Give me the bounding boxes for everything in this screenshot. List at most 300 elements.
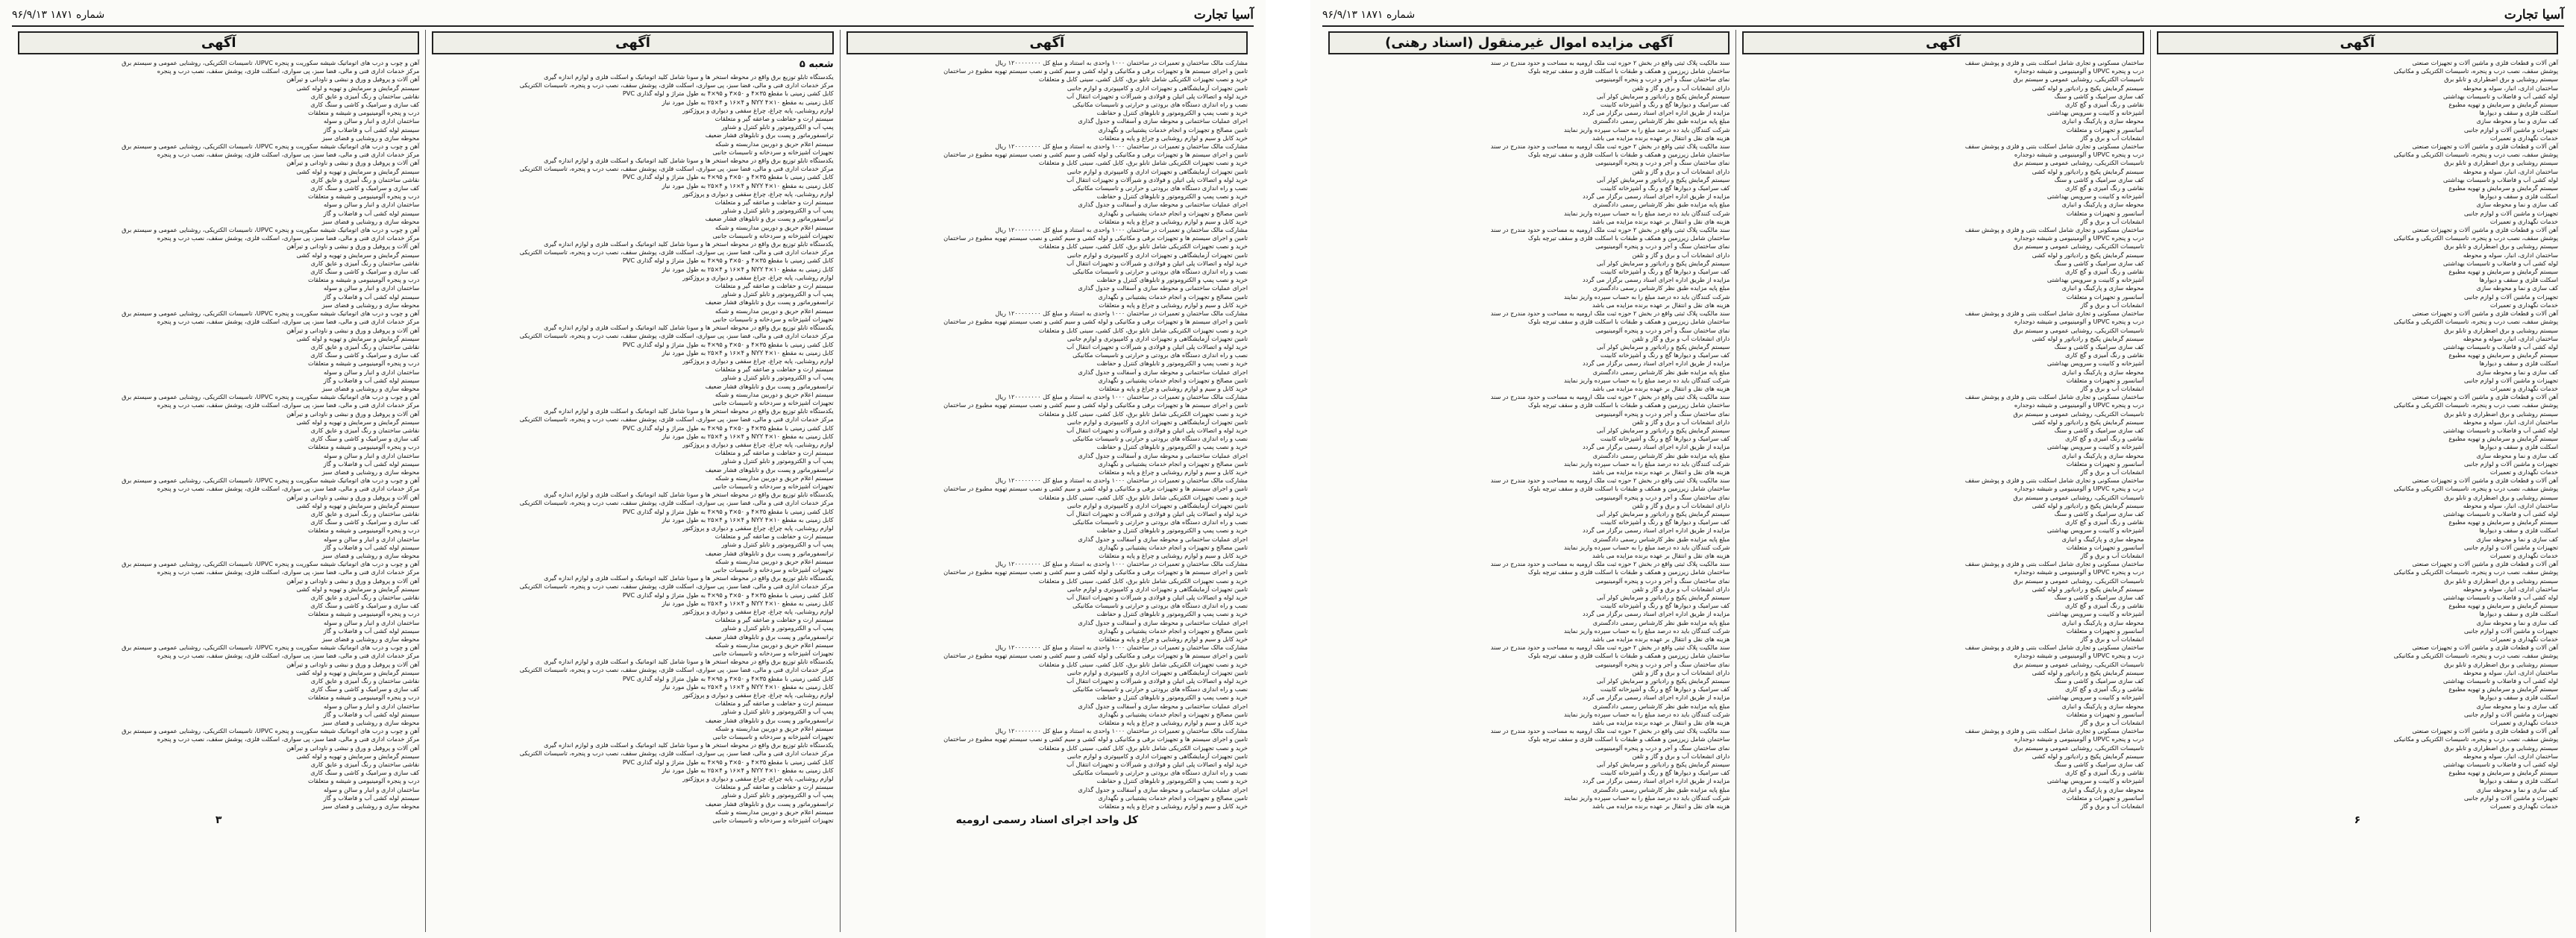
- notice-item: سیستم ارت و حفاظت و صاعقه گیر و متعلقات: [714, 783, 834, 791]
- notice-item: مرکز خدمات اداری فنی و مالی، فضا سبز، پی سواری، اسکلت فلزی، پوشش سقف، نصب درب و پنجره، تاسیسات الکتریکی: [519, 165, 834, 173]
- notice-item: کف سازی سرامیک و کاشی و سنگ: [2054, 92, 2144, 100]
- notice-item: پوشش سقف، نصب درب و پنجره، تاسیسات الکتریکی و مکانیکی: [2393, 318, 2558, 326]
- notice-item: دارای انشعابات آب و برق و گاز و تلفن: [1632, 668, 1730, 676]
- notice-item: سند مالکیت پلاک ثبتی واقع در بخش ۲ حوزه ثبت ملک ارومیه به مساحت و حدود مندرج در سند: [1490, 309, 1730, 318]
- notice-item: اجرای عملیات ساختمانی و محوطه سازی و آسفالت و جدول گذاری: [1078, 368, 1248, 376]
- notice-item: یکدستگاه تابلو توزیع برق واقع در محوطه استخر ها و سونا شامل کلید اتوماتیک و اسکلت فلزی و لوازم اندازه گیری: [544, 658, 834, 666]
- notice-item: انشعابات آب و برق و گاز: [2080, 133, 2144, 142]
- notice-item: مرکز خدمات اداری فنی و مالی، فضا سبز، پی سواری، اسکلت فلزی، پوشش سقف، نصب درب و پنجره، تاسیسات الکتریکی: [519, 81, 834, 89]
- notice-item: کف سازی و نما و محوطه سازی: [2476, 117, 2558, 125]
- notice-item: خرید و نصب پمپ و الکتروموتور و تابلوهای کنترل و حفاظت: [1096, 777, 1248, 785]
- notice-item: یکدستگاه تابلو توزیع برق واقع در محوطه استخر ها و سونا شامل کلید اتوماتیک و اسکلت فلزی و لوازم اندازه گیری: [544, 157, 834, 165]
- notice-item: مبلغ پایه مزایده طبق نظر کارشناس رسمی دادگستری: [1592, 618, 1730, 626]
- notice-item: ساختمان شامل زیرزمین و همکف و طبقات با اسکلت فلزی و سقف تیرچه بلوک: [1527, 67, 1730, 75]
- notice-item: لوازم روشنایی، پایه چراغ، چراغ سقفی و دیواری و پروژکتور: [682, 608, 834, 615]
- notice-item: تاسیسات الکتریکی، روشنایی عمومی و سیستم برق: [2013, 326, 2144, 334]
- notice-item: سیستم ارت و حفاظت و صاعقه گیر و متعلقات: [714, 282, 834, 290]
- notice-item: تامین تجهیزات آزمایشگاهی و تجهیزات اداری و کامپیوتری و لوازم جانبی: [1066, 752, 1248, 760]
- notice-footer: ۶: [2354, 814, 2361, 827]
- notice-item: تاسیسات الکتریکی، روشنایی عمومی و سیستم برق: [2013, 660, 2144, 668]
- notice-item: آهن و چوب و درب های اتوماتیک شیشه سکوریت و پنجره UPVC، تاسیسات الکتریکی، روشنایی عمومی و سیستم برق: [122, 226, 420, 234]
- column: [840, 30, 1254, 932]
- notice-item: خرید و نصب پمپ و الکتروموتور و تابلوهای کنترل و حفاظت: [1096, 109, 1248, 117]
- notice-item: محوطه سازی و پارکینگ و انباری: [2061, 618, 2144, 626]
- notice-item: هزینه های نقل و انتقال بر عهده برنده مزایده می باشد: [1592, 300, 1730, 309]
- notice-item: سیستم گرمایش پکیج و رادیاتور و سرمایش کولر آبی: [1596, 342, 1730, 350]
- notice-item: اسکلت فلزی و سقف و دیوارها: [2479, 192, 2558, 201]
- notice-item: مبلغ پایه مزایده طبق نظر کارشناس رسمی دادگستری: [1592, 117, 1730, 125]
- notice-item: خدمات نگهداری و تعمیرات: [2489, 551, 2558, 559]
- notice-item: انشعابات آب و برق و گاز: [2080, 635, 2144, 643]
- notice-item: شرکت کنندگان باید ده درصد مبلغ را به حساب سپرده واریز نمایند: [1564, 459, 1730, 468]
- notice-item: آشپزخانه و کابینت و سرویس بهداشتی: [2046, 610, 2144, 618]
- notice-item: هزینه های نقل و انتقال بر عهده برنده مزایده می باشد: [1592, 635, 1730, 643]
- notice-item: خرید کابل و سیم و لوازم روشنایی و چراغ و پایه و متعلقات: [1099, 300, 1248, 309]
- notice-item: ساختمان اداری و انبار و سالن و سوله: [324, 785, 420, 793]
- notice-item: اجرای عملیات ساختمانی و محوطه سازی و آسفالت و جدول گذاری: [1078, 117, 1248, 125]
- notice-item: آهن آلات و قطعات فلزی و ماشین آلات و تجهیزات صنعتی: [2412, 727, 2558, 735]
- notice-item: کابل کشی زمینی با مقطع ۳۵×۴ و ۵۰×۳ و ۹۵×۴ به طول متراژ و لوله گذاری PVC: [622, 340, 834, 348]
- column-heading: آگهی: [432, 31, 833, 54]
- notice-item: کف سازی و سرامیک و کاشی و سنگ کاری: [310, 268, 420, 276]
- notice-item: مشارکت مالک ساختمان و تعمیرات در ساختمان ۱۰۰۰ واحدی به استناد و مبلغ کل ۱۲۰۰۰۰۰۰۰۰ ریال: [995, 309, 1248, 318]
- newspaper-brand: آسیا تجارت: [2504, 7, 2564, 22]
- notice-item: کابل کشی زمینی با مقطع ۳۵×۴ و ۵۰×۳ و ۹۵×۴ به طول متراژ و لوله گذاری PVC: [622, 674, 834, 682]
- newspaper-brand: آسیا تجارت: [1193, 7, 1254, 22]
- notice-item: لوله کشی آب و فاضلاب و تاسیسات بهداشتی: [2443, 259, 2558, 267]
- notice-item: خرید و نصب تجهیزات الکتریکی شامل تابلو برق، کابل کشی، سینی کابل و متعلقات: [1038, 242, 1248, 251]
- notice-item: تامین تجهیزات آزمایشگاهی و تجهیزات اداری و کامپیوتری و لوازم جانبی: [1066, 84, 1248, 92]
- page-gutter: [1266, 0, 1310, 938]
- notice-item: کابل زمینی به مقطع NYY ۴×۱۰ و ۴×۱۶ و ۴×۲۵ به طول مورد نیاز: [662, 181, 834, 189]
- notice-item: خرید و نصب تجهیزات الکتریکی شامل تابلو برق، کابل کشی، سینی کابل و متعلقات: [1038, 660, 1248, 668]
- notice-item: نقاشی ساختمان و رنگ آمیزی و عایق کاری: [310, 342, 420, 350]
- notice-item: نمای ساختمان سنگ و آجر و درب و پنجره آلومینیومی: [1595, 743, 1730, 752]
- notice-item: مرکز خدمات اداری فنی و مالی، فضا سبز، پی سواری، اسکلت فلزی، پوشش سقف، نصب درب و پنجره: [157, 318, 420, 326]
- notice-item: سیستم گرمایش و سرمایش و تهویه مطبوع: [2448, 351, 2558, 359]
- notice-item: ساختمان مسکونی و تجاری شامل اسکلت بتنی و فلزی و پوشش سقف: [1964, 59, 2144, 66]
- notice-item: سیستم روشنایی و برق اضطراری و تابلو برق: [2444, 409, 2558, 418]
- notice-item: کف سرامیک و دیوارها گچ و رنگ و آشپزخانه کابینت: [1600, 769, 1730, 777]
- notice-item: محوطه سازی و پارکینگ و انباری: [2061, 785, 2144, 793]
- notice-item: آهن آلات و قطعات فلزی و ماشین آلات و تجهیزات صنعتی: [2412, 59, 2558, 66]
- notice-item: کف سازی و نما و محوطه سازی: [2476, 284, 2558, 292]
- notice-item: سیستم گرمایش و سرمایش و تهویه و لوله کشی: [296, 585, 420, 593]
- notice-item: کف سرامیک و دیوارها گچ و رنگ و آشپزخانه کابینت: [1600, 101, 1730, 109]
- notice-item: محوطه سازی و روشنایی و فضای سبز: [321, 719, 420, 727]
- notice-item: مشارکت مالک ساختمان و تعمیرات در ساختمان ۱۰۰۰ واحدی به استناد و مبلغ کل ۱۲۰۰۰۰۰۰۰۰ ریال: [995, 560, 1248, 568]
- notice-item: نقاشی ساختمان و رنگ آمیزی و عایق کاری: [310, 761, 420, 769]
- notice-item: کف سازی و سرامیک و کاشی و سنگ کاری: [310, 518, 420, 526]
- notice-body: [18, 59, 419, 810]
- notice-item: شرکت کنندگان باید ده درصد مبلغ را به حساب سپرده واریز نمایند: [1564, 125, 1730, 133]
- notice-item: هزینه های نقل و انتقال بر عهده برنده مزایده می باشد: [1592, 468, 1730, 476]
- notice-item: کف سازی و سرامیک و کاشی و سنگ کاری: [310, 685, 420, 693]
- notice-item: تامین مصالح و تجهیزات و انجام خدمات پشتیبانی و نگهداری: [1098, 292, 1248, 300]
- notice-item: محوطه سازی و پارکینگ و انباری: [2061, 368, 2144, 376]
- notice-item: مرکز خدمات اداری فنی و مالی، فضا سبز، پی سواری، اسکلت فلزی، پوشش سقف، نصب درب و پنجره: [157, 67, 420, 75]
- notice-item: خدمات نگهداری و تعمیرات: [2489, 635, 2558, 643]
- notice-item: تجهیزات آشپزخانه و سردخانه و تاسیسات جانبی: [712, 482, 834, 490]
- notice-item: خدمات نگهداری و تعمیرات: [2489, 719, 2558, 727]
- notice-item: تامین تجهیزات آزمایشگاهی و تجهیزات اداری و کامپیوتری و لوازم جانبی: [1066, 585, 1248, 593]
- notice-item: سیستم گرمایش پکیج و رادیاتور و سرمایش کولر آبی: [1596, 509, 1730, 517]
- notice-item: ساختمان اداری و انبار و سالن و سوله: [324, 618, 420, 626]
- notice-item: مزایده از طریق اداره اجرای اسناد رسمی برگزار می گردد: [1583, 693, 1730, 702]
- notice-item: محوطه سازی و روشنایی و فضای سبز: [321, 802, 420, 810]
- notice-item: محوطه سازی و پارکینگ و انباری: [2061, 535, 2144, 543]
- notice-item: آهن آلات و پروفیل و ورق و نبشی و ناودانی و تیرآهن: [286, 75, 420, 84]
- notice-item: ساختمان مسکونی و تجاری شامل اسکلت بتنی و فلزی و پوشش سقف: [1964, 309, 2144, 318]
- notice-item: تامین تجهیزات آزمایشگاهی و تجهیزات اداری و کامپیوتری و لوازم جانبی: [1066, 167, 1248, 175]
- notice-item: آهن آلات و قطعات فلزی و ماشین آلات و تجهیزات صنعتی: [2412, 226, 2558, 234]
- column: [425, 30, 839, 932]
- notice-item: کف سازی سرامیک و کاشی و سنگ: [2054, 342, 2144, 350]
- notice-item: ساختمان مسکونی و تجاری شامل اسکلت بتنی و فلزی و پوشش سقف: [1964, 476, 2144, 485]
- notice-item: هزینه های نقل و انتقال بر عهده برنده مزایده می باشد: [1592, 802, 1730, 810]
- notice-item: نصب و راه اندازی دستگاه های برودتی و حرارتی و تاسیسات مکانیکی: [1072, 685, 1248, 693]
- notice-item: آهن آلات و قطعات فلزی و ماشین آلات و تجهیزات صنعتی: [2412, 309, 2558, 318]
- notice-item: کابل کشی زمینی با مقطع ۳۵×۴ و ۵۰×۳ و ۹۵×۴ به طول متراژ و لوله گذاری PVC: [622, 256, 834, 265]
- notice-item: سیستم گرمایش پکیج و رادیاتور و سرمایش کولر آبی: [1596, 175, 1730, 183]
- notice-item: نقاشی ساختمان و رنگ آمیزی و عایق کاری: [310, 259, 420, 267]
- notice-item: خرید لوله و اتصالات پلی اتیلن و فولادی و شیرآلات و تجهیزات انتقال آب: [1066, 761, 1248, 769]
- notice-item: تامین مصالح و تجهیزات و انجام خدمات پشتیبانی و نگهداری: [1098, 209, 1248, 217]
- notice-item: تجهیزات و ماشین آلات و لوازم جانبی: [2463, 710, 2558, 718]
- notice-item: کف سرامیک و دیوارها گچ و رنگ و آشپزخانه کابینت: [1600, 268, 1730, 276]
- notice-item: لوازم روشنایی، پایه چراغ، چراغ سقفی و دیواری و پروژکتور: [682, 523, 834, 532]
- notice-item: لوازم روشنایی، پایه چراغ، چراغ سقفی و دیواری و پروژکتور: [682, 691, 834, 699]
- notice-item: آهن آلات و پروفیل و ورق و نبشی و ناودانی و تیرآهن: [286, 242, 420, 251]
- notice-item: درب و پنجره UPVC و آلومینیومی و شیشه دوجداره: [2014, 652, 2144, 660]
- notice-item: ترانسفورماتور و پست برق و تابلوهای فشار ضعیف: [705, 465, 834, 473]
- notice-item: خرید کابل و سیم و لوازم روشنایی و چراغ و پایه و متعلقات: [1099, 384, 1248, 392]
- notice-item: آهن آلات و پروفیل و ورق و نبشی و ناودانی و تیرآهن: [286, 409, 420, 418]
- notice-item: خرید و نصب پمپ و الکتروموتور و تابلوهای کنترل و حفاظت: [1096, 693, 1248, 702]
- notice-item: ساختمان اداری، انبار، سوله و محوطه: [2463, 501, 2558, 509]
- notice-item: کابل زمینی به مقطع NYY ۴×۱۰ و ۴×۱۶ و ۴×۲۵ به طول مورد نیاز: [662, 265, 834, 273]
- notice-item: مبلغ پایه مزایده طبق نظر کارشناس رسمی دادگستری: [1592, 785, 1730, 793]
- notice-item: نمای ساختمان سنگ و آجر و درب و پنجره آلومینیومی: [1595, 159, 1730, 167]
- notice-item: ساختمان شامل زیرزمین و همکف و طبقات با اسکلت فلزی و سقف تیرچه بلوک: [1527, 318, 1730, 326]
- notice-footer: کل واحد اجرای اسناد رسمی ارومیه: [955, 814, 1139, 827]
- notice-item: مزایده از طریق اداره اجرای اسناد رسمی برگزار می گردد: [1583, 777, 1730, 785]
- notice-item: مبلغ پایه مزایده طبق نظر کارشناس رسمی دادگستری: [1592, 702, 1730, 710]
- notice-item: هزینه های نقل و انتقال بر عهده برنده مزایده می باشد: [1592, 217, 1730, 225]
- notice-item: ساختمان اداری و انبار و سالن و سوله: [324, 201, 420, 209]
- notice-item: خرید و نصب پمپ و الکتروموتور و تابلوهای کنترل و حفاظت: [1096, 610, 1248, 618]
- notice-item: لوازم روشنایی، پایه چراغ، چراغ سقفی و دیواری و پروژکتور: [682, 356, 834, 365]
- notice-item: مرکز خدمات اداری فنی و مالی، فضا سبز، پی سواری، اسکلت فلزی، پوشش سقف، نصب درب و پنجره: [157, 151, 420, 159]
- notice-body: [432, 73, 833, 824]
- notice-item: سیستم روشنایی و برق اضطراری و تابلو برق: [2444, 75, 2558, 84]
- notice-item: شرکت کنندگان باید ده درصد مبلغ را به حساب سپرده واریز نمایند: [1564, 710, 1730, 718]
- notice-item: تجهیزات و ماشین آلات و لوازم جانبی: [2463, 459, 2558, 468]
- notice-item: تجهیزات آشپزخانه و سردخانه و تاسیسات جانبی: [712, 565, 834, 573]
- notice-item: درب و پنجره آلومینیومی و شیشه و متعلقات: [307, 276, 420, 284]
- notice-item: هزینه های نقل و انتقال بر عهده برنده مزایده می باشد: [1592, 384, 1730, 392]
- notice-item: تامین تجهیزات آزمایشگاهی و تجهیزات اداری و کامپیوتری و لوازم جانبی: [1066, 668, 1248, 676]
- notice-item: کف سازی و سرامیک و کاشی و سنگ کاری: [310, 101, 420, 109]
- notice-item: آهن آلات و پروفیل و ورق و نبشی و ناودانی و تیرآهن: [286, 743, 420, 752]
- notice-item: سیستم ارت و حفاظت و صاعقه گیر و متعلقات: [714, 115, 834, 123]
- notice-item: ترانسفورماتور و پست برق و تابلوهای فشار ضعیف: [705, 549, 834, 557]
- notice-item: سیستم لوله کشی آب و فاضلاب و گاز: [323, 626, 420, 635]
- notice-item: انشعابات آب و برق و گاز: [2080, 300, 2144, 309]
- right-newspaper-page: [1310, 0, 2576, 938]
- notice-item: پوشش سقف، نصب درب و پنجره، تاسیسات الکتریکی و مکانیکی: [2393, 67, 2558, 75]
- notice-item: کابل کشی زمینی با مقطع ۳۵×۴ و ۵۰×۳ و ۹۵×۴ به طول متراژ و لوله گذاری PVC: [622, 173, 834, 181]
- notice-item: سیستم روشنایی و برق اضطراری و تابلو برق: [2444, 743, 2558, 752]
- notice-item: تامین و اجرای سیستم ها و تجهیزات برقی و مکانیکی و لوله کشی و سیم کشی و نصب سیستم تهویه مطبوع در ساختمان: [943, 652, 1248, 660]
- notice-item: سیستم گرمایش و سرمایش و تهویه مطبوع: [2448, 602, 2558, 610]
- notice-item: مرکز خدمات اداری فنی و مالی، فضا سبز، پی سواری، اسکلت فلزی، پوشش سقف، نصب درب و پنجره، تاسیسات الکتریکی: [519, 248, 834, 256]
- notice-item: سیستم گرمایش و سرمایش و تهویه مطبوع: [2448, 184, 2558, 192]
- notice-item: سیستم گرمایش پکیج و رادیاتور و سرمایش کولر آبی: [1596, 426, 1730, 434]
- notice-item: خدمات نگهداری و تعمیرات: [2489, 300, 2558, 309]
- notice-item: سیستم گرمایش و سرمایش و تهویه مطبوع: [2448, 518, 2558, 526]
- notice-item: سیستم گرمایش پکیج و رادیاتور و لوله کشی: [2032, 668, 2144, 676]
- notice-item: ساختمان اداری، انبار، سوله و محوطه: [2463, 251, 2558, 259]
- notice-item: نقاشی و رنگ آمیزی و گچ کاری: [2064, 769, 2144, 777]
- notice-item: ساختمان اداری، انبار، سوله و محوطه: [2463, 418, 2558, 426]
- notice-item: اجرای عملیات ساختمانی و محوطه سازی و آسفالت و جدول گذاری: [1078, 785, 1248, 793]
- notice-item: اجرای عملیات ساختمانی و محوطه سازی و آسفالت و جدول گذاری: [1078, 702, 1248, 710]
- column: [2150, 30, 2564, 932]
- notice-item: نقاشی و رنگ آمیزی و گچ کاری: [2064, 518, 2144, 526]
- notice-item: لوله کشی آب و فاضلاب و تاسیسات بهداشتی: [2443, 761, 2558, 769]
- notice-item: پوشش سقف، نصب درب و پنجره، تاسیسات الکتریکی و مکانیکی: [2393, 234, 2558, 242]
- notice-item: درب و پنجره آلومینیومی و شیشه و متعلقات: [307, 192, 420, 201]
- notice-item: خرید و نصب پمپ و الکتروموتور و تابلوهای کنترل و حفاظت: [1096, 276, 1248, 284]
- notice-item: مزایده از طریق اداره اجرای اسناد رسمی برگزار می گردد: [1583, 443, 1730, 451]
- notice-item: کف سازی و نما و محوطه سازی: [2476, 368, 2558, 376]
- issue-info: شماره ۱۸۷۱ ۹۶/۹/۱۳: [12, 9, 105, 21]
- notice-item: محوطه سازی و روشنایی و فضای سبز: [321, 635, 420, 643]
- notice-item: ساختمان اداری، انبار، سوله و محوطه: [2463, 585, 2558, 593]
- notice-item: لوله کشی آب و فاضلاب و تاسیسات بهداشتی: [2443, 594, 2558, 601]
- notice-item: سیستم گرمایش پکیج و رادیاتور و لوله کشی: [2032, 334, 2144, 342]
- notice-item: کابل زمینی به مقطع NYY ۴×۱۰ و ۴×۱۶ و ۴×۲۵ به طول مورد نیاز: [662, 432, 834, 440]
- notice-item: خرید کابل و سیم و لوازم روشنایی و چراغ و پایه و متعلقات: [1099, 217, 1248, 225]
- notice-item: مبلغ پایه مزایده طبق نظر کارشناس رسمی دادگستری: [1592, 368, 1730, 376]
- notice-item: سیستم گرمایش پکیج و رادیاتور و لوله کشی: [2032, 167, 2144, 175]
- notice-item: ساختمان اداری، انبار، سوله و محوطه: [2463, 752, 2558, 760]
- notice-item: اسکلت فلزی و سقف و دیوارها: [2479, 526, 2558, 535]
- notice-item: انشعابات آب و برق و گاز: [2080, 719, 2144, 727]
- notice-item: درب و پنجره UPVC و آلومینیومی و شیشه دوجداره: [2014, 735, 2144, 743]
- notice-item: محوطه سازی و پارکینگ و انباری: [2061, 201, 2144, 209]
- notice-item: ترانسفورماتور و پست برق و تابلوهای فشار ضعیف: [705, 131, 834, 139]
- notice-item: تامین و اجرای سیستم ها و تجهیزات برقی و مکانیکی و لوله کشی و سیم کشی و نصب سیستم تهویه مطبوع در ساختمان: [943, 401, 1248, 409]
- notice-item: درب و پنجره آلومینیومی و شیشه و متعلقات: [307, 526, 420, 535]
- notice-item: نقاشی ساختمان و رنگ آمیزی و عایق کاری: [310, 175, 420, 183]
- notice-item: پوشش سقف، نصب درب و پنجره، تاسیسات الکتریکی و مکانیکی: [2393, 485, 2558, 493]
- notice-item: سیستم گرمایش پکیج و رادیاتور و سرمایش کولر آبی: [1596, 92, 1730, 100]
- notice-item: خدمات نگهداری و تعمیرات: [2489, 802, 2558, 810]
- notice-item: درب و پنجره UPVC و آلومینیومی و شیشه دوجداره: [2014, 401, 2144, 409]
- notice-item: تجهیزات و ماشین آلات و لوازم جانبی: [2463, 376, 2558, 384]
- columns: [1322, 30, 2564, 932]
- notice-item: تامین مصالح و تجهیزات و انجام خدمات پشتیبانی و نگهداری: [1098, 626, 1248, 635]
- notice-item: کابل کشی زمینی با مقطع ۳۵×۴ و ۵۰×۳ و ۹۵×۴ به طول متراژ و لوله گذاری PVC: [622, 507, 834, 515]
- notice-item: آسانسور و تجهیزات و متعلقات: [2066, 376, 2144, 384]
- notice-item: سیستم گرمایش و سرمایش و تهویه و لوله کشی: [296, 668, 420, 676]
- notice-item: ترانسفورماتور و پست برق و تابلوهای فشار ضعیف: [705, 298, 834, 306]
- notice-item: آشپزخانه و کابینت و سرویس بهداشتی: [2046, 443, 2144, 451]
- notice-item: نمای ساختمان سنگ و آجر و درب و پنجره آلومینیومی: [1595, 75, 1730, 84]
- page-header: [12, 4, 1254, 27]
- notice-item: اسکلت فلزی و سقف و دیوارها: [2479, 276, 2558, 284]
- notice-item: نصب و راه اندازی دستگاه های برودتی و حرارتی و تاسیسات مکانیکی: [1072, 602, 1248, 610]
- notice-item: سیستم گرمایش و سرمایش و تهویه مطبوع: [2448, 685, 2558, 693]
- notice-item: آسانسور و تجهیزات و متعلقات: [2066, 125, 2144, 133]
- notice-item: محوطه سازی و روشنایی و فضای سبز: [321, 217, 420, 225]
- notice-item: پمپ آب و الکتروموتور و تابلو کنترل و شناور: [721, 374, 834, 382]
- notice-item: خرید و نصب تجهیزات الکتریکی شامل تابلو برق، کابل کشی، سینی کابل و متعلقات: [1038, 576, 1248, 585]
- notice-item: کف سازی سرامیک و کاشی و سنگ: [2054, 509, 2144, 517]
- notice-item: کف سرامیک و دیوارها گچ و رنگ و آشپزخانه کابینت: [1600, 685, 1730, 693]
- notice-item: نقاشی و رنگ آمیزی و گچ کاری: [2064, 351, 2144, 359]
- notice-item: سند مالکیت پلاک ثبتی واقع در بخش ۲ حوزه ثبت ملک ارومیه به مساحت و حدود مندرج در سند: [1490, 226, 1730, 234]
- notice-item: لوازم روشنایی، پایه چراغ، چراغ سقفی و دیواری و پروژکتور: [682, 106, 834, 114]
- notice-item: تجهیزات و ماشین آلات و لوازم جانبی: [2463, 292, 2558, 300]
- notice-item: کابل زمینی به مقطع NYY ۴×۱۰ و ۴×۱۶ و ۴×۲۵ به طول مورد نیاز: [662, 682, 834, 690]
- notice-item: تجهیزات آشپزخانه و سردخانه و تاسیسات جانبی: [712, 733, 834, 741]
- notice-item: مشارکت مالک ساختمان و تعمیرات در ساختمان ۱۰۰۰ واحدی به استناد و مبلغ کل ۱۲۰۰۰۰۰۰۰۰ ریال: [995, 393, 1248, 401]
- notice-item: دارای انشعابات آب و برق و گاز و تلفن: [1632, 251, 1730, 259]
- notice-item: کف سرامیک و دیوارها گچ و رنگ و آشپزخانه کابینت: [1600, 351, 1730, 359]
- notice-item: سند مالکیت پلاک ثبتی واقع در بخش ۲ حوزه ثبت ملک ارومیه به مساحت و حدود مندرج در سند: [1490, 59, 1730, 66]
- notice-item: مزایده از طریق اداره اجرای اسناد رسمی برگزار می گردد: [1583, 192, 1730, 201]
- notice-item: درب و پنجره UPVC و آلومینیومی و شیشه دوجداره: [2014, 568, 2144, 576]
- notice-item: محوطه سازی و پارکینگ و انباری: [2061, 451, 2144, 459]
- column-heading: آگهی: [2157, 31, 2558, 54]
- notice-item: تجهیزات و ماشین آلات و لوازم جانبی: [2463, 209, 2558, 217]
- notice-item: پوشش سقف، نصب درب و پنجره، تاسیسات الکتریکی و مکانیکی: [2393, 401, 2558, 409]
- notice-item: خرید و نصب پمپ و الکتروموتور و تابلوهای کنترل و حفاظت: [1096, 443, 1248, 451]
- notice-item: تامین تجهیزات آزمایشگاهی و تجهیزات اداری و کامپیوتری و لوازم جانبی: [1066, 418, 1248, 426]
- notice-item: خرید کابل و سیم و لوازم روشنایی و چراغ و پایه و متعلقات: [1099, 635, 1248, 643]
- notice-item: خرید لوله و اتصالات پلی اتیلن و فولادی و شیرآلات و تجهیزات انتقال آب: [1066, 594, 1248, 601]
- notice-item: خرید کابل و سیم و لوازم روشنایی و چراغ و پایه و متعلقات: [1099, 551, 1248, 559]
- notice-item: خرید کابل و سیم و لوازم روشنایی و چراغ و پایه و متعلقات: [1099, 468, 1248, 476]
- notice-item: نصب و راه اندازی دستگاه های برودتی و حرارتی و تاسیسات مکانیکی: [1072, 184, 1248, 192]
- notice-item: تجهیزات و ماشین آلات و لوازم جانبی: [2463, 125, 2558, 133]
- notice-item: خرید و نصب تجهیزات الکتریکی شامل تابلو برق، کابل کشی، سینی کابل و متعلقات: [1038, 159, 1248, 167]
- notice-item: سند مالکیت پلاک ثبتی واقع در بخش ۲ حوزه ثبت ملک ارومیه به مساحت و حدود مندرج در سند: [1490, 476, 1730, 485]
- notice-item: انشعابات آب و برق و گاز: [2080, 468, 2144, 476]
- notice-item: مزایده از طریق اداره اجرای اسناد رسمی برگزار می گردد: [1583, 109, 1730, 117]
- notice-item: سیستم لوله کشی آب و فاضلاب و گاز: [323, 292, 420, 300]
- notice-item: تاسیسات الکتریکی، روشنایی عمومی و سیستم برق: [2013, 493, 2144, 501]
- notice-item: خرید لوله و اتصالات پلی اتیلن و فولادی و شیرآلات و تجهیزات انتقال آب: [1066, 426, 1248, 434]
- notice-item: مشارکت مالک ساختمان و تعمیرات در ساختمان ۱۰۰۰ واحدی به استناد و مبلغ کل ۱۲۰۰۰۰۰۰۰۰ ریال: [995, 476, 1248, 485]
- notice-item: تامین مصالح و تجهیزات و انجام خدمات پشتیبانی و نگهداری: [1098, 376, 1248, 384]
- notice-item: سیستم گرمایش پکیج و رادیاتور و سرمایش کولر آبی: [1596, 259, 1730, 267]
- notice-item: خرید و نصب تجهیزات الکتریکی شامل تابلو برق، کابل کشی، سینی کابل و متعلقات: [1038, 409, 1248, 418]
- notice-item: ساختمان شامل زیرزمین و همکف و طبقات با اسکلت فلزی و سقف تیرچه بلوک: [1527, 652, 1730, 660]
- notice-item: آهن و چوب و درب های اتوماتیک شیشه سکوریت و پنجره UPVC، تاسیسات الکتریکی، روشنایی عمومی و سیستم برق: [122, 393, 420, 401]
- notice-item: اسکلت فلزی و سقف و دیوارها: [2479, 610, 2558, 618]
- notice-item: تامین مصالح و تجهیزات و انجام خدمات پشتیبانی و نگهداری: [1098, 793, 1248, 802]
- notice-item: کف سازی و سرامیک و کاشی و سنگ کاری: [310, 184, 420, 192]
- notice-item: یکدستگاه تابلو توزیع برق واقع در محوطه استخر ها و سونا شامل کلید اتوماتیک و اسکلت فلزی و لوازم اندازه گیری: [544, 240, 834, 248]
- notice-item: سیستم گرمایش پکیج و رادیاتور و سرمایش کولر آبی: [1596, 594, 1730, 601]
- notice-item: آهن آلات و پروفیل و ورق و نبشی و ناودانی و تیرآهن: [286, 660, 420, 668]
- notice-item: آشپزخانه و کابینت و سرویس بهداشتی: [2046, 359, 2144, 368]
- notice-footer: ۳: [215, 814, 222, 827]
- notice-item: دارای انشعابات آب و برق و گاز و تلفن: [1632, 585, 1730, 593]
- notice-item: مشارکت مالک ساختمان و تعمیرات در ساختمان ۱۰۰۰ واحدی به استناد و مبلغ کل ۱۲۰۰۰۰۰۰۰۰ ریال: [995, 142, 1248, 151]
- notice-item: مبلغ پایه مزایده طبق نظر کارشناس رسمی دادگستری: [1592, 535, 1730, 543]
- notice-item: مشارکت مالک ساختمان و تعمیرات در ساختمان ۱۰۰۰ واحدی به استناد و مبلغ کل ۱۲۰۰۰۰۰۰۰۰ ریال: [995, 59, 1248, 66]
- notice-item: تاسیسات الکتریکی، روشنایی عمومی و سیستم برق: [2013, 75, 2144, 84]
- notice-item: پمپ آب و الکتروموتور و تابلو کنترل و شناور: [721, 207, 834, 215]
- notice-item: لوله کشی آب و فاضلاب و تاسیسات بهداشتی: [2443, 342, 2558, 350]
- notice-item: کف سرامیک و دیوارها گچ و رنگ و آشپزخانه کابینت: [1600, 518, 1730, 526]
- notice-item: تامین و اجرای سیستم ها و تجهیزات برقی و مکانیکی و لوله کشی و سیم کشی و نصب سیستم تهویه مطبوع در ساختمان: [943, 151, 1248, 159]
- notice-item: یکدستگاه تابلو توزیع برق واقع در محوطه استخر ها و سونا شامل کلید اتوماتیک و اسکلت فلزی و لوازم اندازه گیری: [544, 741, 834, 749]
- notice-item: ساختمان مسکونی و تجاری شامل اسکلت بتنی و فلزی و پوشش سقف: [1964, 393, 2144, 401]
- notice-item: تاسیسات الکتریکی، روشنایی عمومی و سیستم برق: [2013, 576, 2144, 585]
- notice-item: سیستم اعلام حریق و دوربین مداربسته و شبکه: [715, 640, 834, 649]
- notice-item: تامین و اجرای سیستم ها و تجهیزات برقی و مکانیکی و لوله کشی و سیم کشی و نصب سیستم تهویه مطبوع در ساختمان: [943, 234, 1248, 242]
- notice-item: خرید کابل و سیم و لوازم روشنایی و چراغ و پایه و متعلقات: [1099, 719, 1248, 727]
- column-heading: آگهی مزایده اموال غیرمنقول (اسناد رهنی): [1328, 31, 1730, 54]
- notice-item: ساختمان اداری، انبار، سوله و محوطه: [2463, 668, 2558, 676]
- notice-item: دارای انشعابات آب و برق و گاز و تلفن: [1632, 501, 1730, 509]
- notice-item: لوله کشی آب و فاضلاب و تاسیسات بهداشتی: [2443, 92, 2558, 100]
- notice-item: کف سازی و نما و محوطه سازی: [2476, 702, 2558, 710]
- notice-item: سیستم ارت و حفاظت و صاعقه گیر و متعلقات: [714, 449, 834, 457]
- notice-item: محوطه سازی و روشنایی و فضای سبز: [321, 384, 420, 392]
- notice-item: لوازم روشنایی، پایه چراغ، چراغ سقفی و دیواری و پروژکتور: [682, 775, 834, 783]
- notice-item: لوله کشی آب و فاضلاب و تاسیسات بهداشتی: [2443, 175, 2558, 183]
- notice-item: درب و پنجره UPVC و آلومینیومی و شیشه دوجداره: [2014, 151, 2144, 159]
- notice-item: نمای ساختمان سنگ و آجر و درب و پنجره آلومینیومی: [1595, 493, 1730, 501]
- notice-item: ساختمان شامل زیرزمین و همکف و طبقات با اسکلت فلزی و سقف تیرچه بلوک: [1527, 401, 1730, 409]
- notice-item: انشعابات آب و برق و گاز: [2080, 217, 2144, 225]
- notice-item: درب و پنجره UPVC و آلومینیومی و شیشه دوجداره: [2014, 318, 2144, 326]
- notice-item: خرید و نصب تجهیزات الکتریکی شامل تابلو برق، کابل کشی، سینی کابل و متعلقات: [1038, 493, 1248, 501]
- notice-item: آشپزخانه و کابینت و سرویس بهداشتی: [2046, 276, 2144, 284]
- column-heading: آگهی: [846, 31, 1248, 54]
- notice-item: ساختمان مسکونی و تجاری شامل اسکلت بتنی و فلزی و پوشش سقف: [1964, 142, 2144, 151]
- notice-item: آهن آلات و پروفیل و ورق و نبشی و ناودانی و تیرآهن: [286, 493, 420, 501]
- notice-item: خرید و نصب تجهیزات الکتریکی شامل تابلو برق، کابل کشی، سینی کابل و متعلقات: [1038, 743, 1248, 752]
- notice-item: ساختمان شامل زیرزمین و همکف و طبقات با اسکلت فلزی و سقف تیرچه بلوک: [1527, 234, 1730, 242]
- notice-item: درب و پنجره آلومینیومی و شیشه و متعلقات: [307, 443, 420, 451]
- notice-item: سیستم اعلام حریق و دوربین مداربسته و شبکه: [715, 139, 834, 148]
- notice-item: خرید و نصب پمپ و الکتروموتور و تابلوهای کنترل و حفاظت: [1096, 359, 1248, 368]
- notice-item: تاسیسات الکتریکی، روشنایی عمومی و سیستم برق: [2013, 242, 2144, 251]
- notice-item: مرکز خدمات اداری فنی و مالی، فضا سبز، پی سواری، اسکلت فلزی، پوشش سقف، نصب درب و پنجره، تاسیسات الکتریکی: [519, 332, 834, 340]
- notice-item: آشپزخانه و کابینت و سرویس بهداشتی: [2046, 109, 2144, 117]
- notice-item: درب و پنجره آلومینیومی و شیشه و متعلقات: [307, 610, 420, 618]
- notice-item: سیستم گرمایش و سرمایش و تهویه و لوله کشی: [296, 752, 420, 760]
- notice-item: سیستم گرمایش و سرمایش و تهویه و لوله کشی: [296, 84, 420, 92]
- notice-item: اسکلت فلزی و سقف و دیوارها: [2479, 109, 2558, 117]
- notice-item: سند مالکیت پلاک ثبتی واقع در بخش ۲ حوزه ثبت ملک ارومیه به مساحت و حدود مندرج در سند: [1490, 727, 1730, 735]
- notice-item: ساختمان شامل زیرزمین و همکف و طبقات با اسکلت فلزی و سقف تیرچه بلوک: [1527, 151, 1730, 159]
- notice-item: اسکلت فلزی و سقف و دیوارها: [2479, 693, 2558, 702]
- notice-item: آسانسور و تجهیزات و متعلقات: [2066, 710, 2144, 718]
- notice-item: مرکز خدمات اداری فنی و مالی، فضا سبز، پی سواری، اسکلت فلزی، پوشش سقف، نصب درب و پنجره، تاسیسات الکتریکی: [519, 499, 834, 507]
- notice-item: نقاشی ساختمان و رنگ آمیزی و عایق کاری: [310, 594, 420, 601]
- notice-item: هزینه های نقل و انتقال بر عهده برنده مزایده می باشد: [1592, 551, 1730, 559]
- notice-item: کف سازی سرامیک و کاشی و سنگ: [2054, 677, 2144, 685]
